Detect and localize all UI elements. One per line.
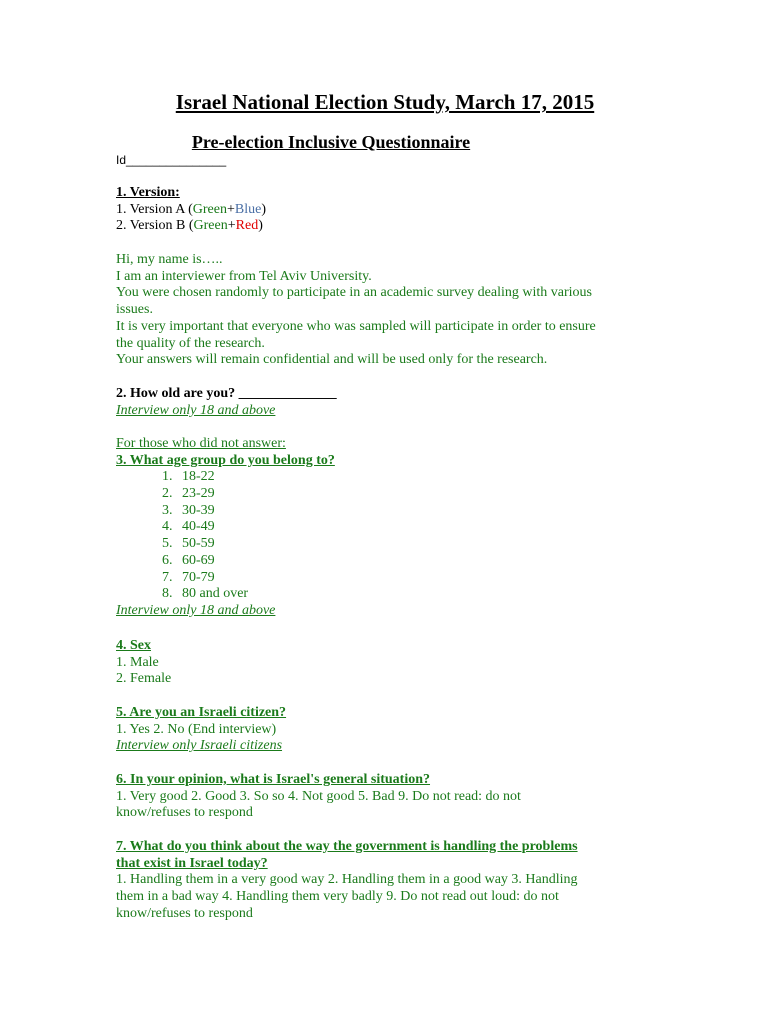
intro-line: Hi, my name is….. (116, 252, 223, 267)
question-3-note: Interview only 18 and above (116, 602, 276, 618)
question-3 (116, 436, 656, 620)
question-2-note: Interview only 18 and above (116, 402, 276, 418)
intro-line: It is very important that everyone who was sampled will participate in order to ensure (116, 318, 596, 334)
version-b: 2. Version B (Green+Red) (116, 218, 263, 234)
question-7-answer: 1. Handling them in a very good way 2. Handling them in a good way 3. Handling (116, 872, 578, 888)
question-6-text: 6. In your opinion, what is Israel's general situation? (116, 772, 431, 787)
age-option: 2. 23-29 (162, 486, 215, 502)
intro-line: I am an interviewer from Tel Aviv University. (116, 268, 372, 284)
citizen-options: 1. Yes 2. No (End interview) (116, 721, 277, 737)
age-group-list (116, 469, 656, 603)
age-option: 3. 30-39 (162, 502, 215, 518)
question-7 (116, 839, 656, 923)
question-3-text: 3. What age group do you belong to? (116, 452, 335, 468)
question-5-note: Interview only Israeli citizens (116, 738, 283, 754)
intro-line: the quality of the research. (116, 335, 265, 351)
question-4 (116, 638, 656, 688)
intro-line: issues. (116, 302, 153, 318)
age-option: 4. 40-49 (162, 519, 215, 535)
id-field: Id_______________ (116, 153, 227, 167)
version-section (116, 185, 656, 235)
age-option: 8. 80 and over (162, 586, 249, 602)
sex-option: 2. Female (116, 671, 172, 687)
question-7-answer: them in a bad way 4. Handling them very badly 9. Do not read out loud: do not (116, 889, 559, 905)
age-option: 7. 70-79 (162, 569, 215, 585)
question-7-answer: know/refuses to respond (116, 905, 253, 921)
sex-option: 1. Male (116, 654, 159, 670)
question-7-text: that exist in Israel today? (116, 855, 268, 871)
intro-text (116, 252, 656, 369)
question-6-answer: 1. Very good 2. Good 3. So so 4. Not good 5. Bad 9. Do not read: do not (116, 788, 521, 804)
question-4-text: 4. Sex (116, 638, 151, 653)
question-5-text: 5. Are you an Israeli citizen? (116, 705, 287, 720)
question-7-text: 7. What do you think about the way the government is handling the problems (116, 839, 578, 854)
question-3-lead: For those who did not answer: (116, 436, 286, 451)
question-6-answer: know/refuses to respond (116, 805, 253, 821)
version-a: 1. Version A (Green+Blue) (116, 201, 266, 217)
age-option: 5. 50-59 (162, 536, 215, 552)
question-6 (116, 772, 656, 822)
question-5 (116, 705, 656, 755)
age-option: 6. 60-69 (162, 552, 215, 568)
question-2 (116, 386, 656, 419)
question-2-text: 2. How old are you? ______________ (116, 386, 337, 401)
document-title: Israel National Election Study, March 17, 2015 (175, 90, 595, 114)
document-subtitle: Pre-election Inclusive Questionnaire (191, 132, 471, 152)
intro-line: Your answers will remain confidential and will be used only for the research. (116, 352, 548, 368)
intro-line: You were chosen randomly to participate in an academic survey dealing with various (116, 285, 592, 301)
age-option: 1. 18-22 (162, 469, 215, 485)
version-heading: 1. Version: (116, 185, 180, 200)
